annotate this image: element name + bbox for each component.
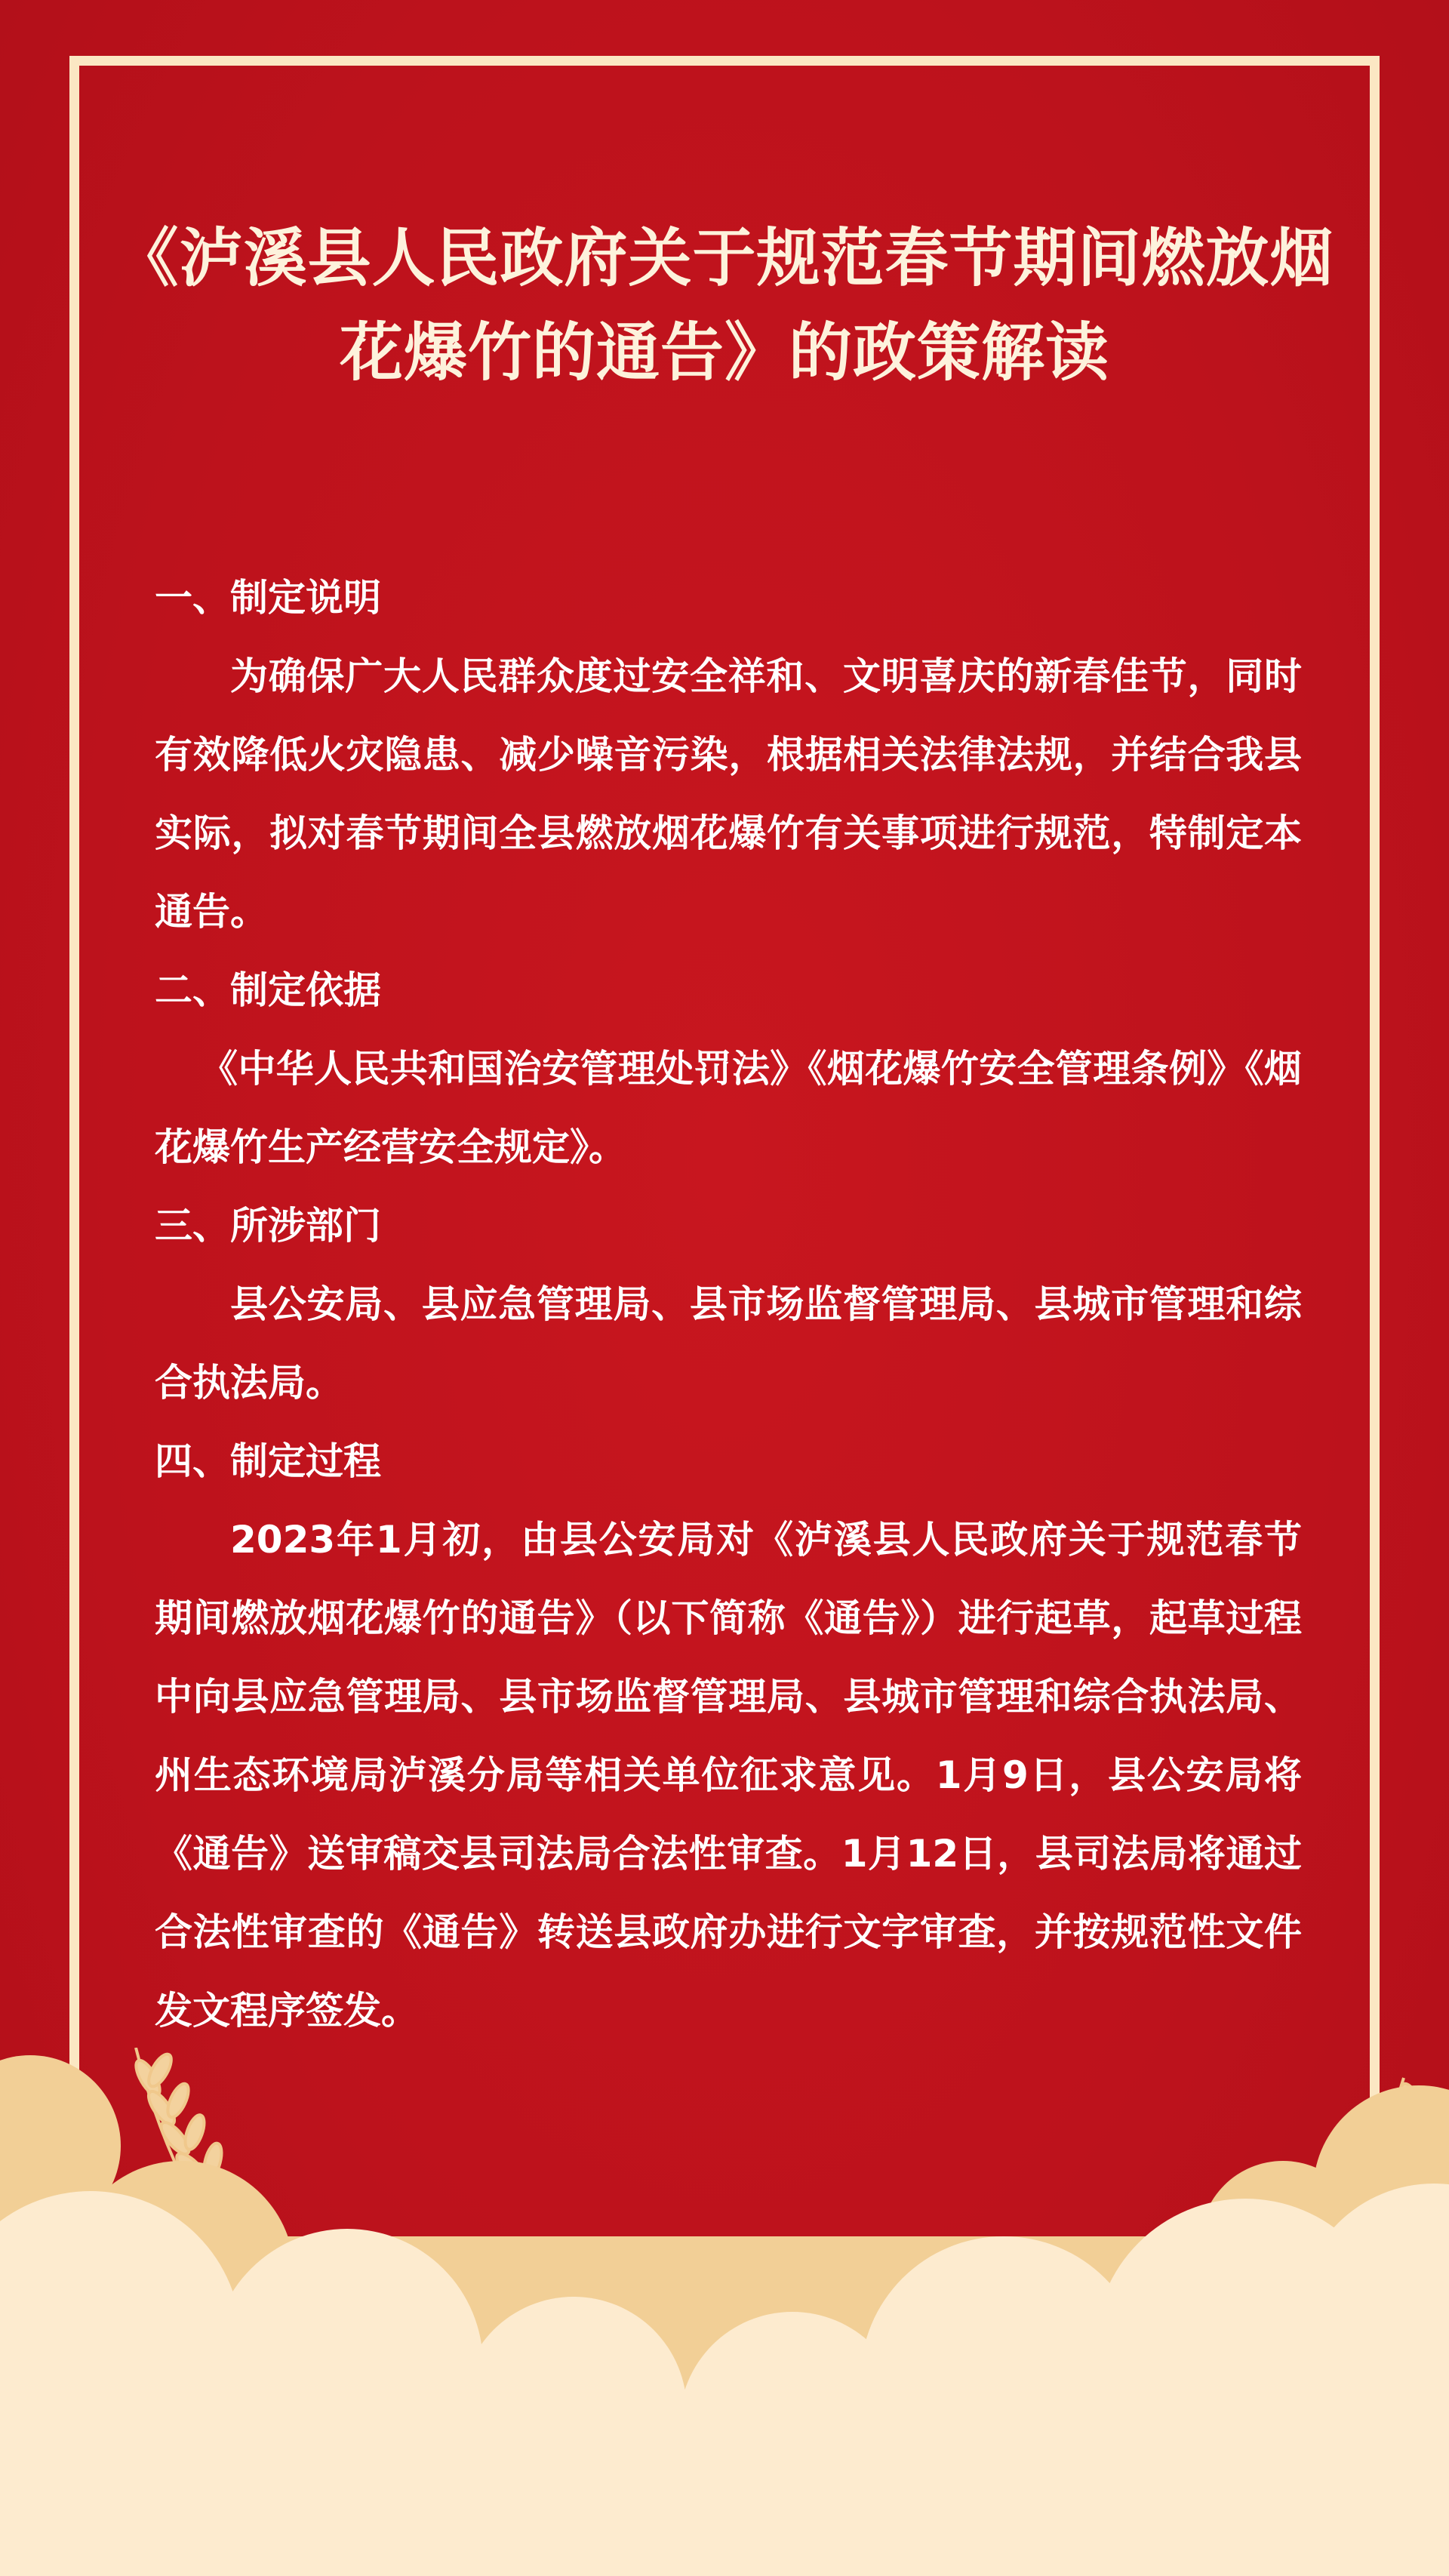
page-title: [75, 211, 1374, 400]
section-heading: 二、制定依据: [155, 968, 381, 1012]
section-heading: 四、制定过程: [155, 1439, 381, 1483]
section-paragraph: 县公安局、县应急管理局、县市场监督管理局、县城市管理和综合执法局。: [155, 1282, 1302, 1405]
section-basis: [155, 951, 1302, 1186]
page-title-line-2: 花爆竹的通告》的政策解读: [339, 315, 1109, 389]
article-body: [155, 559, 1302, 2050]
section-purpose: [155, 559, 1302, 951]
cloud-decoration: [0, 2048, 1449, 2576]
section-paragraph: 2023年1月初，由县公安局对《泸溪县人民政府关于规范春节期间燃放烟花爆竹的通告》（以下简称《通告》）进行起草，起草过程中向县应急管理局、县市场监督管理局、县城市管理和综合执法局、州生态环境局泸溪分局等相关单位征求意见。1月9日，县公安局将《通告》送审稿交县司法局合法性审查。1月12日，县司法局将通过合法性审查的《通告》转送县政府办进行文字审查，并按规范性文件发文程序签发。: [155, 1518, 1302, 2033]
section-process: [155, 1422, 1302, 2050]
section-heading: 一、制定说明: [155, 576, 381, 620]
section-paragraph: 《中华人民共和国治安管理处罚法》《烟花爆竹安全管理条例》《烟花爆竹生产经营安全规定》。: [155, 1047, 1302, 1169]
section-departments: [155, 1186, 1302, 1422]
section-heading: 三、所涉部门: [155, 1204, 381, 1248]
page-title-line-1: 《泸溪县人民政府关于规范春节期间燃放烟: [115, 221, 1334, 295]
section-paragraph: 为确保广大人民群众度过安全祥和、文明喜庆的新春佳节，同时有效降低火灾隐患、减少噪音污染，根据相关法律法规，并结合我县实际，拟对春节期间全县燃放烟花爆竹有关事项进行规范，特制定本通告。: [155, 654, 1302, 934]
